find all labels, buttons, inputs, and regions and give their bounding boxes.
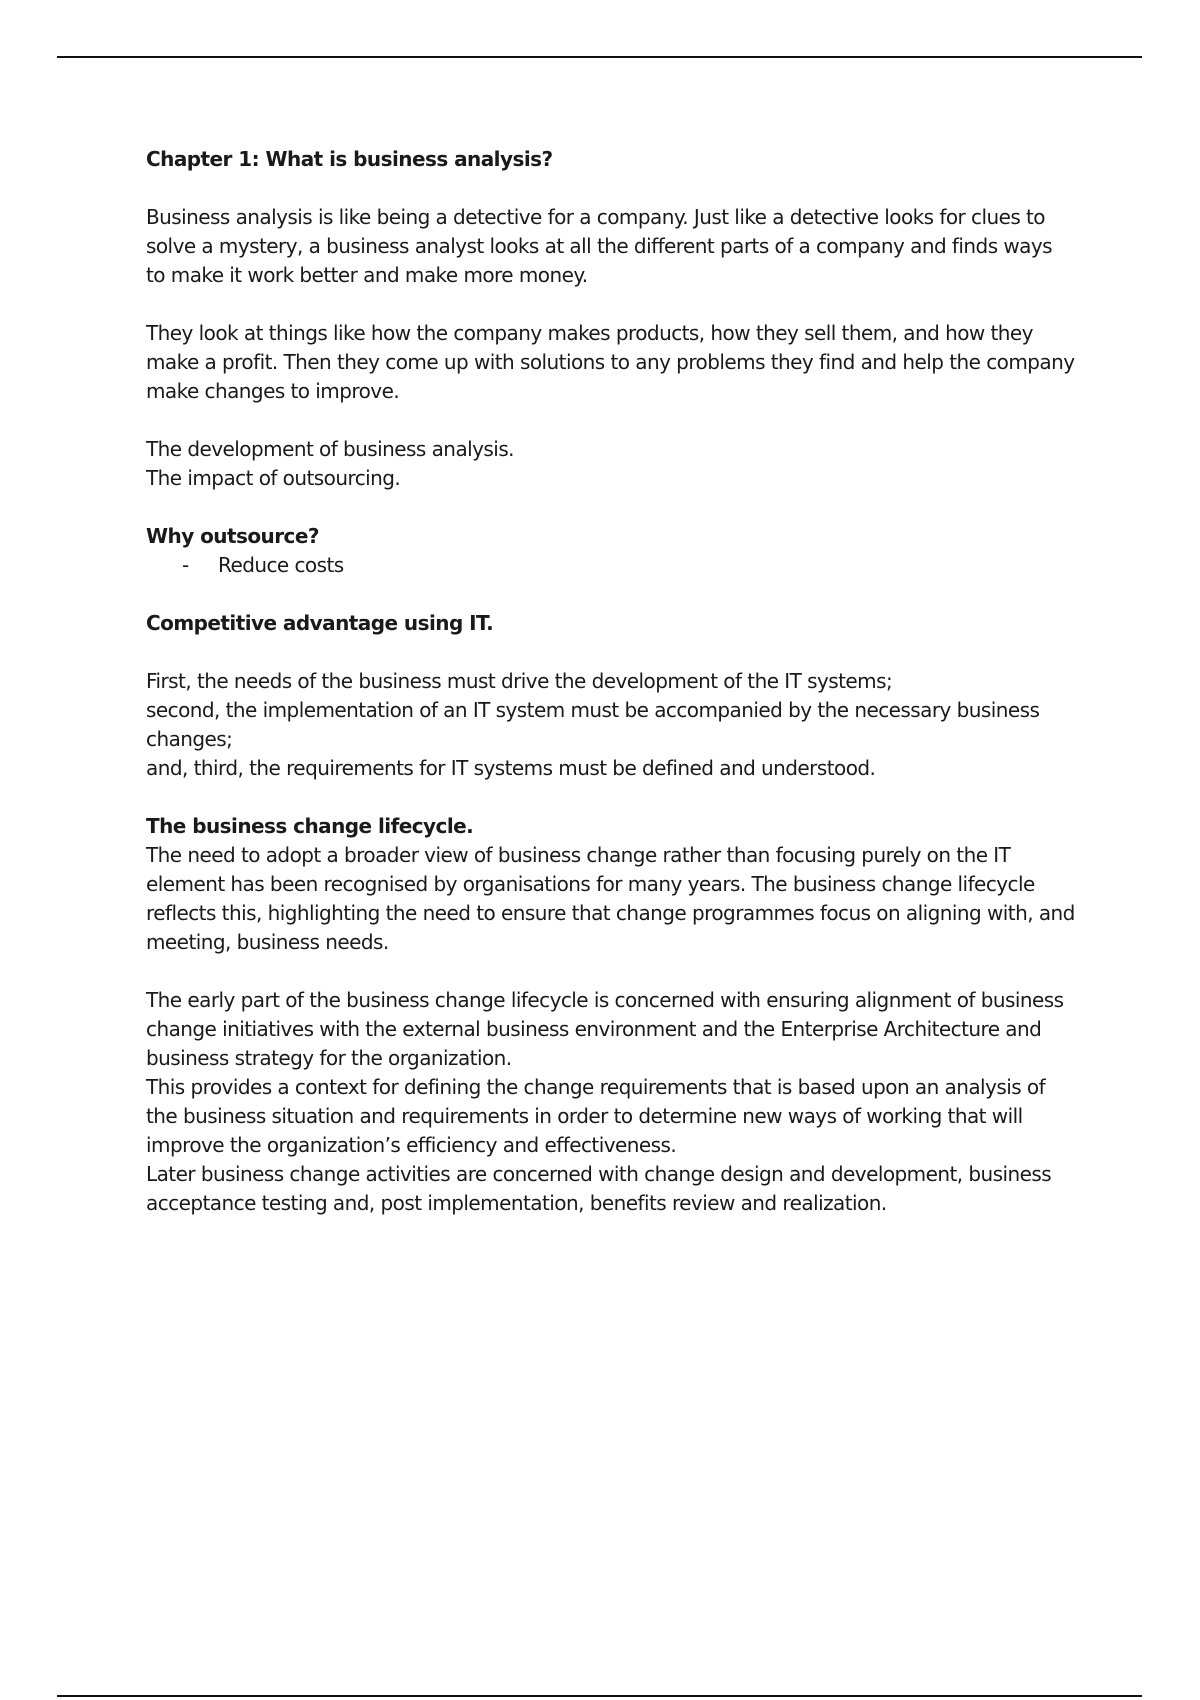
lifecycle-heading: The business change lifecycle. <box>146 814 474 838</box>
topic-line-outsourcing: The impact of outsourcing. <box>146 466 401 490</box>
competitive-line-third: and, third, the requirements for IT systems must be defined and understood. <box>146 756 876 780</box>
competitive-line-second: second, the implementation of an IT system must be accompanied by the necessary business changes; <box>146 698 1040 751</box>
intro-paragraph-2: They look at things like how the company makes products, how they sell them, and how they make a profit. Then they come up with solutions to any problems they find and help the company make changes to improve. <box>146 321 1075 403</box>
bottom-rule <box>57 1695 1142 1697</box>
intro-paragraph-1: Business analysis is like being a detective for a company. Just like a detective looks for clues to solve a mystery, a business analyst looks at all the different parts of a company and finds ways to make it work better and make more money. <box>146 205 1053 287</box>
lifecycle-paragraph-2: The early part of the business change lifecycle is concerned with ensuring alignment of business change initiatives with the external business environment and the Enterprise Architecture and business strategy for the organization. <box>146 988 1064 1070</box>
top-rule <box>57 56 1142 58</box>
topic-line-development: The development of business analysis. <box>146 437 514 461</box>
competitive-advantage-heading: Competitive advantage using IT. <box>146 611 494 635</box>
lifecycle-paragraph-3: This provides a context for defining the change requirements that is based upon an analysis of the business situation and requirements in order to determine new ways of working that will improve the organization’s efficiency and effectiveness. <box>146 1075 1046 1157</box>
outsource-bullet-item <box>146 551 1076 580</box>
chapter-heading: Chapter 1: What is business analysis? <box>146 147 553 171</box>
bullet-text: Reduce costs <box>218 553 344 577</box>
outsource-heading: Why outsource? <box>146 524 319 548</box>
competitive-line-first: First, the needs of the business must drive the development of the IT systems; <box>146 669 893 693</box>
lifecycle-paragraph-4: Later business change activities are concerned with change design and development, business acceptance testing and, post implementation, benefits review and realization. <box>146 1162 1052 1215</box>
lifecycle-paragraph-1: The need to adopt a broader view of business change rather than focusing purely on the IT element has been recognised by organisations for many years. The business change lifecycle reflects this, highlighting the need to ensure that change programmes focus on aligning with, and meeting, business needs. <box>146 843 1075 954</box>
bullet-dash: - <box>182 553 189 577</box>
document-body <box>146 145 1076 1218</box>
